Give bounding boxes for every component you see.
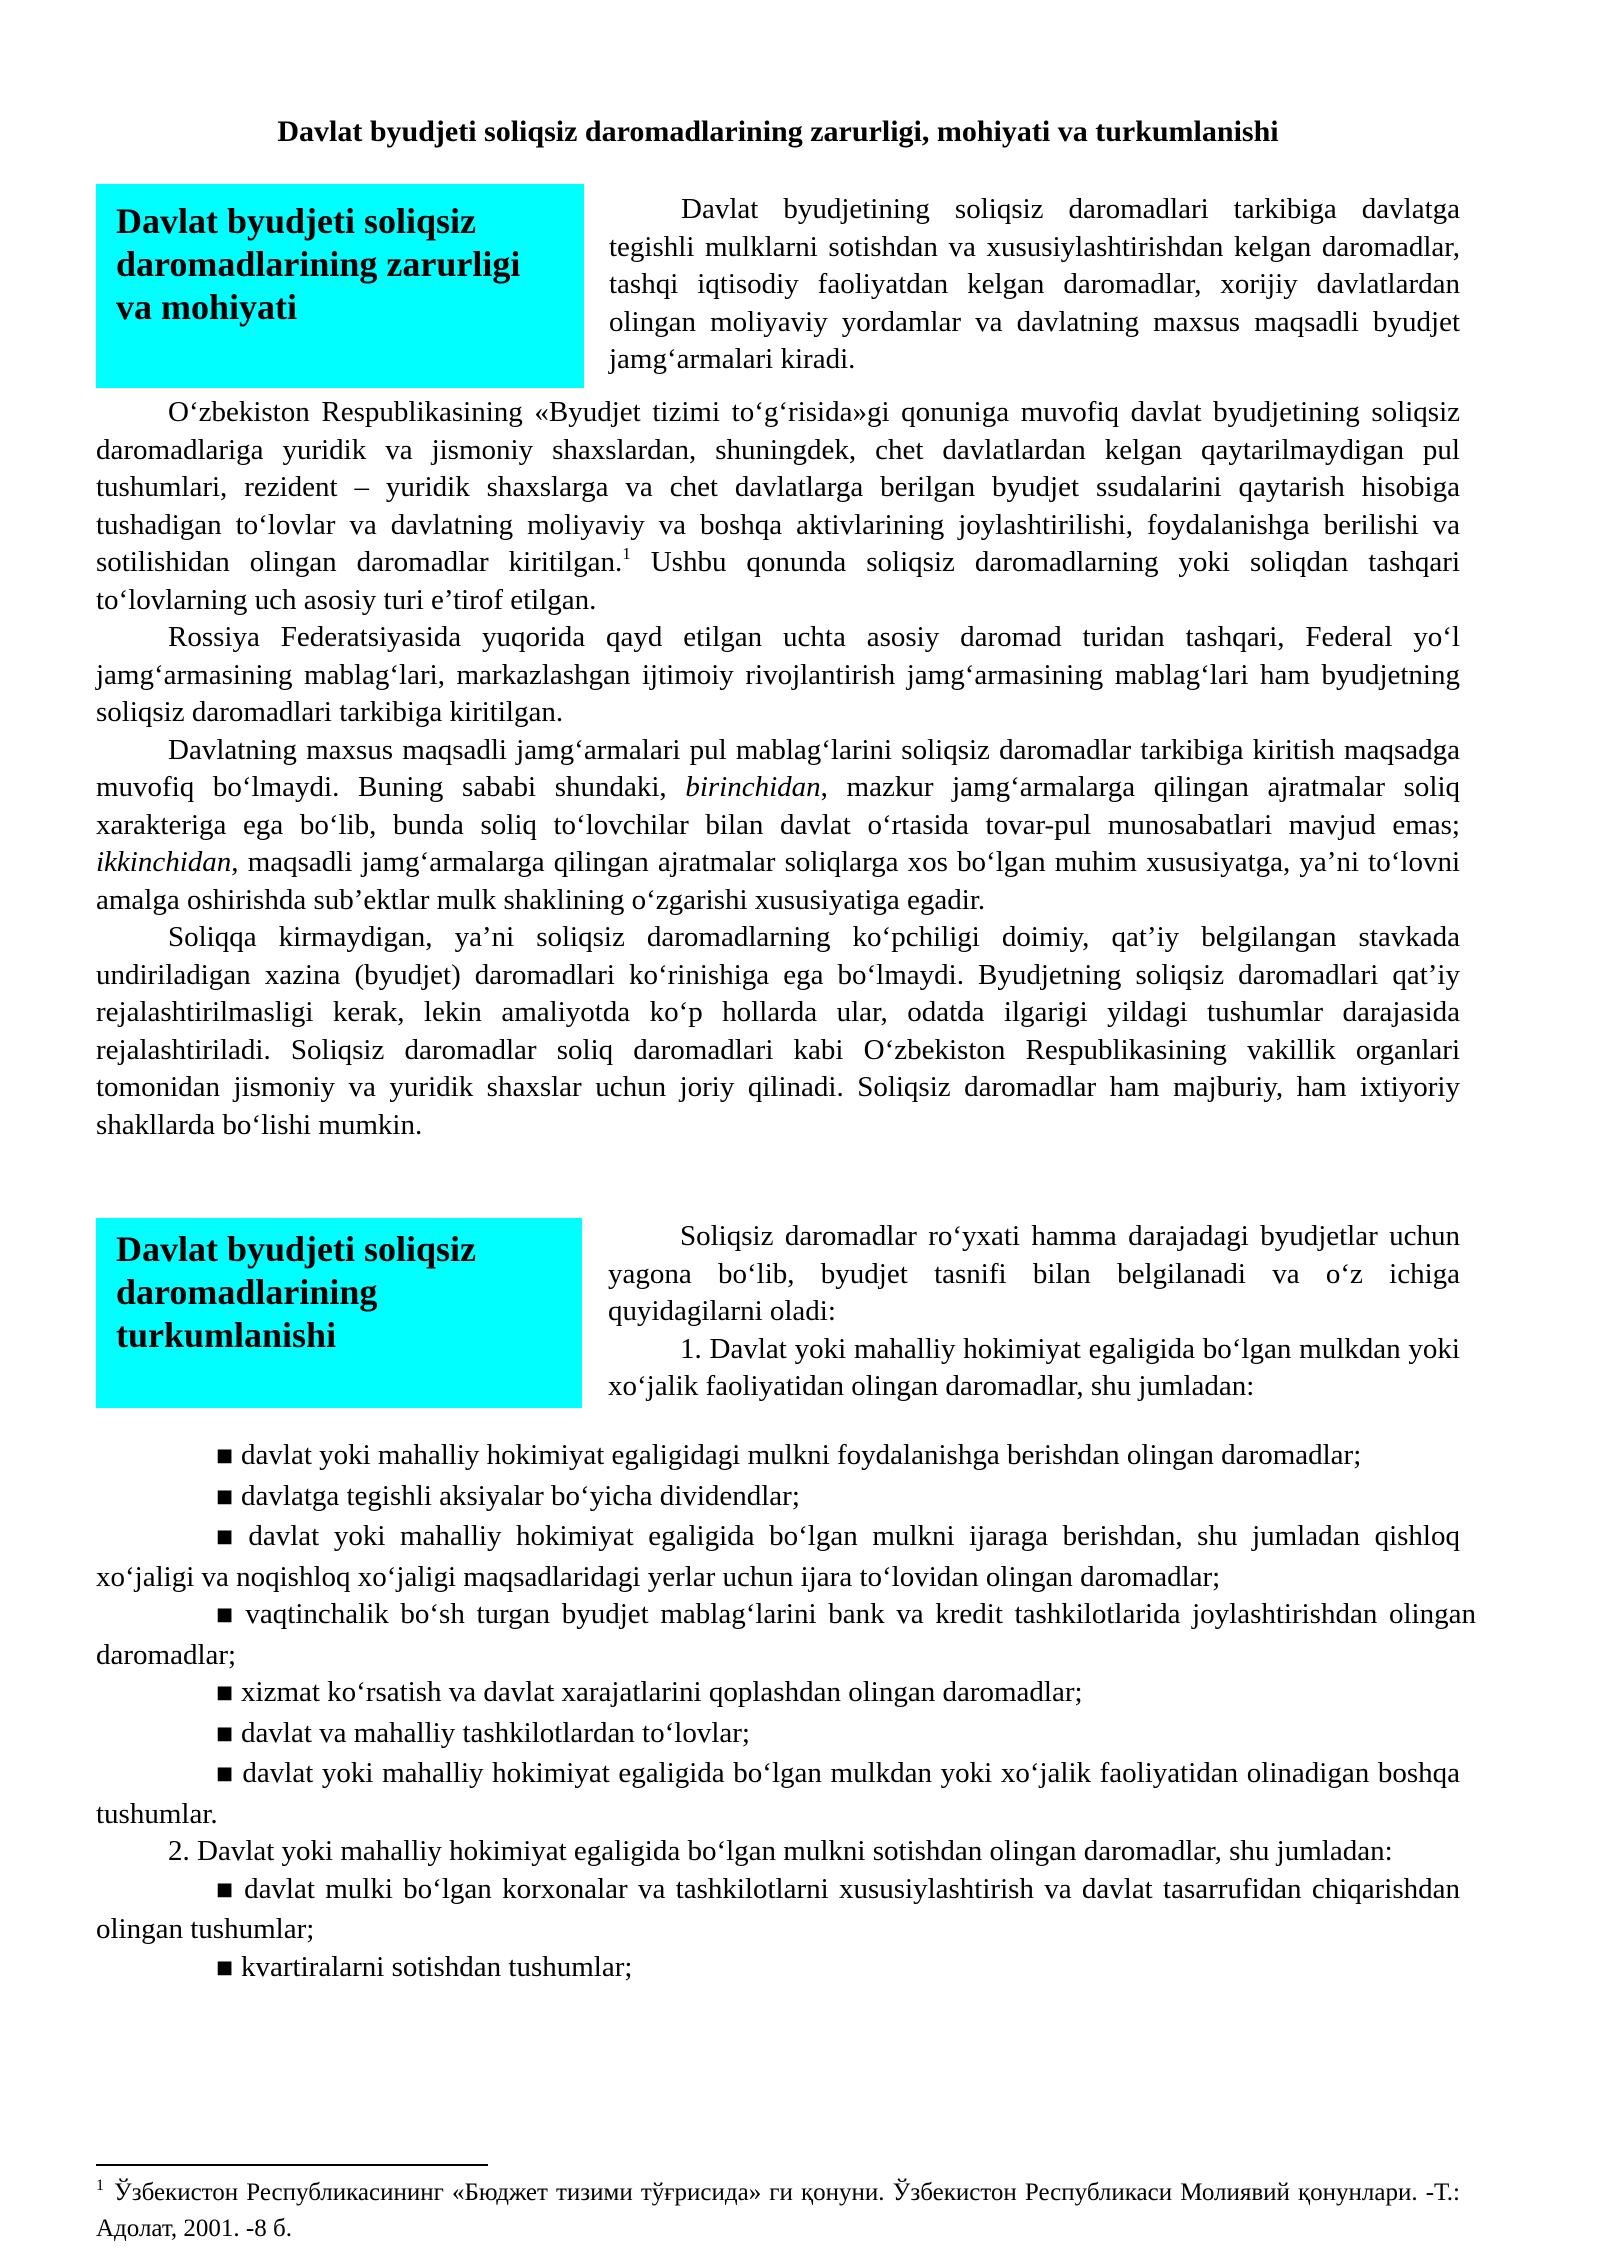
list-item bbox=[96, 1949, 1460, 1990]
paragraph-1-text-b: Ushbu qonunda soliqsiz daromadlarning yoki soliqdan tashqari to‘lovlarning uch asosiy turi e’tirof etilgan. bbox=[96, 546, 1460, 616]
list-item bbox=[96, 1715, 1460, 1756]
bullet-icon: ■ bbox=[216, 1604, 238, 1625]
list-item-text: davlatga tegishli aksiyalar bo‘yicha dividendlar; bbox=[241, 1479, 800, 1512]
paragraph-3 bbox=[96, 732, 1460, 920]
section-heading-box-1: Davlat byudjeti soliqsiz daromadlarining zarurligi va mohiyati bbox=[96, 184, 584, 388]
list-item-text: xizmat ko‘rsatish va davlat xarajatlarini qoplashdan olingan daromadlar; bbox=[241, 1676, 1083, 1708]
paragraph-3-italic-1: birinchidan bbox=[685, 771, 821, 803]
bullet-icon: ■ bbox=[216, 1445, 234, 1466]
bullet-icon: ■ bbox=[216, 1956, 234, 1978]
list-item bbox=[96, 1478, 1460, 1519]
bullet-icon: ■ bbox=[216, 1526, 241, 1547]
paragraph-3-text-a: Davlatning maxsus maqsadli jamg‘armalari pul mablag‘larini soliqsiz daromadlar tarkibiga kiritish maqsadga muvofiq bo‘lmaydi. Buning sababi shundaki, bbox=[96, 733, 1460, 803]
list-item bbox=[96, 1755, 1460, 1833]
footnote-number: 1 bbox=[96, 2177, 104, 2194]
list-item-text: davlat yoki mahalliy hokimiyat egaligidagi mulkni foydalanishga berishdan olingan daromadlar; bbox=[241, 1439, 1362, 1471]
list-item-text: vaqtinchalik bo‘sh turgan byudjet mablag‘larini bank va kredit tashkilotlarida joylashtirishdan olingan daromadlar; bbox=[96, 1598, 1476, 1671]
list-item bbox=[96, 1518, 1460, 1596]
paragraph-3-text-b: , mazkur jamg‘armalarga qilingan ajratmalar soliq xarakteriga ega bo‘lib, bunda soliq to‘lovchilar bilan davlat o‘rtasida tovar-pul munosabatlari mavjud emas; bbox=[96, 771, 1461, 841]
footnote-ref[interactable]: 1 bbox=[622, 544, 631, 563]
bullet-icon: ■ bbox=[216, 1682, 234, 1703]
intro-text: Davlat byudjetining soliqsiz daromadlari tarkibiga davlatga tegishli mulklarni sotishdan va xususiylashtirishdan kelgan daromadlar, tashqi iqtisodiy faoliyatdan kelgan daromadlar, xorijiy davlatlardan olingan moliyaviy yordamlar va davlatning maxsus maqsadli byudjet jamg‘armalari kiradi. bbox=[609, 193, 1460, 375]
footnote-divider bbox=[96, 2164, 488, 2166]
list-item bbox=[96, 1674, 1460, 1715]
section-heading-box-2: Davlat byudjeti soliqsiz daromadlarining turkumlanishi bbox=[96, 1218, 582, 1408]
footnote-text: Ўзбекистон Республикасининг «Бюджет тизими тўғрисида» ги қонуни. Ўзбекистон Республикаси Молиявий қонунлари. -Т.: Адолат, 2001. -8 б. bbox=[96, 2179, 1460, 2242]
list-item-2-heading: 2. Davlat yoki mahalliy hokimiyat egaligida bo‘lgan mulkni sotishdan olingan daromadlar, shu jumladan: bbox=[168, 1835, 1393, 1867]
list-item-text: davlat mulki bo‘lgan korxonalar va tashkilotlarni xususiylashtirish va davlat tasarrufidan chiqarishdan olingan tushumlar; bbox=[96, 1872, 1460, 1945]
paragraph-3-italic-2: ikkinchidan bbox=[96, 846, 232, 878]
list-item bbox=[96, 1437, 1460, 1478]
paragraph-2: Rossiya Federatsiyasida yuqorida qayd etilgan uchta asosiy daromad turidan tashqari, Federal yo‘l jamg‘armasining mablag‘lari, markazlashgan ijtimoiy rivojlantirish jamg‘armasining mablag‘lari ham byudjetning soliqsiz daromadlari tarkibiga kiritilgan. bbox=[96, 621, 1460, 728]
footnote bbox=[96, 2176, 1460, 2245]
section-1-body bbox=[96, 394, 1460, 1144]
paragraph-1-text-a: O‘zbekiston Respublikasining «Byudjet tizimi to‘g‘risida»gi qonuniga muvofiq davlat byudjetining soliqsiz daromadlariga yuridik va jismoniy shaxslardan, shuningdek, chet davlatlardan kelgan qaytarilmaydigan pul tushumlari, rezident – yuridik shaxslarga va chet davlatlarga berilgan byudjet ssudalarini qaytarish hisobiga tushadigan to‘lovlar va davlatning moliyaviy va boshqa aktivlarining joylashtirilishi, foydalanishga berilishi va sotilishidan olingan daromadlar kiritilgan. bbox=[96, 396, 1460, 578]
classification-intro-text: Soliqsiz daromadlar ro‘yxati hamma darajadagi byudjetlar uchun yagona bo‘lib, byudjet tasnifi bilan belgilanadi va o‘z ichiga quyidagilarni oladi: bbox=[608, 1220, 1460, 1327]
list-item-text: kvartiralarni sotishdan tushumlar; bbox=[241, 1950, 633, 1983]
list-item bbox=[96, 1871, 1460, 1949]
paragraph-4: Soliqqa kirmaydigan, ya’ni soliqsiz daromadlarning ko‘pchiligi doimiy, qat’iy belgilangan stavkada undiriladigan xazina (byudjet) daromadlari ko‘rinishiga ega bo‘lmaydi. Byudjetning soliqsiz daromadlari qat’iy rejalashtirilmasligi kerak, lekin amaliyotda ko‘p hollarda ular, odatda ilgarigi yildagi tushumlar darajasida rejalashtiriladi. Soliqsiz daromadlar soliq daromadlari kabi O‘zbekiston Respublikasining vakillik organlari tomonidan jismoniy va yuridik shaxslar uchun joriy qilinadi. Soliqsiz daromadlar ham majburiy, ham ixtiyoriy shakllarda bo‘lishi mumkin. bbox=[96, 921, 1460, 1141]
bullet-icon: ■ bbox=[216, 1878, 237, 1900]
paragraph-1 bbox=[96, 394, 1460, 619]
intro-paragraph bbox=[609, 191, 1460, 379]
paragraph-3-text-c: , maqsadli jamg‘armalarga qilingan ajratmalar soliqlarga xos bo‘lgan muhim xususiyatga, ya’ni to‘lovni amalga oshirishda sub’ektlar mulk shaklining o‘zgarishi xususiyatiga egadir. bbox=[96, 846, 1460, 916]
list-item-text: davlat va mahalliy tashkilotlardan to‘lovlar; bbox=[241, 1716, 750, 1749]
bullet-icon: ■ bbox=[216, 1763, 235, 1784]
list-item bbox=[96, 1596, 1476, 1674]
list-item-text: davlat yoki mahalliy hokimiyat egaligida bo‘lgan mulkdan yoki xo‘jalik faoliyatidan olinadigan boshqa tushumlar. bbox=[96, 1757, 1460, 1830]
bullet-icon: ■ bbox=[216, 1722, 234, 1744]
list-item-1-heading: 1. Davlat yoki mahalliy hokimiyat egaligida bo‘lgan mulkdan yoki xo‘jalik faoliyatidan olingan daromadlar, shu jumladan: bbox=[608, 1332, 1460, 1402]
bullet-icon: ■ bbox=[216, 1485, 234, 1507]
section-2-body bbox=[96, 1437, 1476, 1989]
page-title: Davlat byudjeti soliqsiz daromadlarining zarurligi, mohiyati va turkumlanishi bbox=[277, 115, 1279, 148]
classification-intro bbox=[608, 1218, 1460, 1406]
list-item-text: davlat yoki mahalliy hokimiyat egaligida bo‘lgan mulkni ijaraga berishdan, shu jumladan qishloq xo‘jaligi va noqishloq xo‘jaligi maqsadlaridagi yerlar uchun ijara to‘lovidan olingan daromadlar; bbox=[96, 1520, 1460, 1593]
